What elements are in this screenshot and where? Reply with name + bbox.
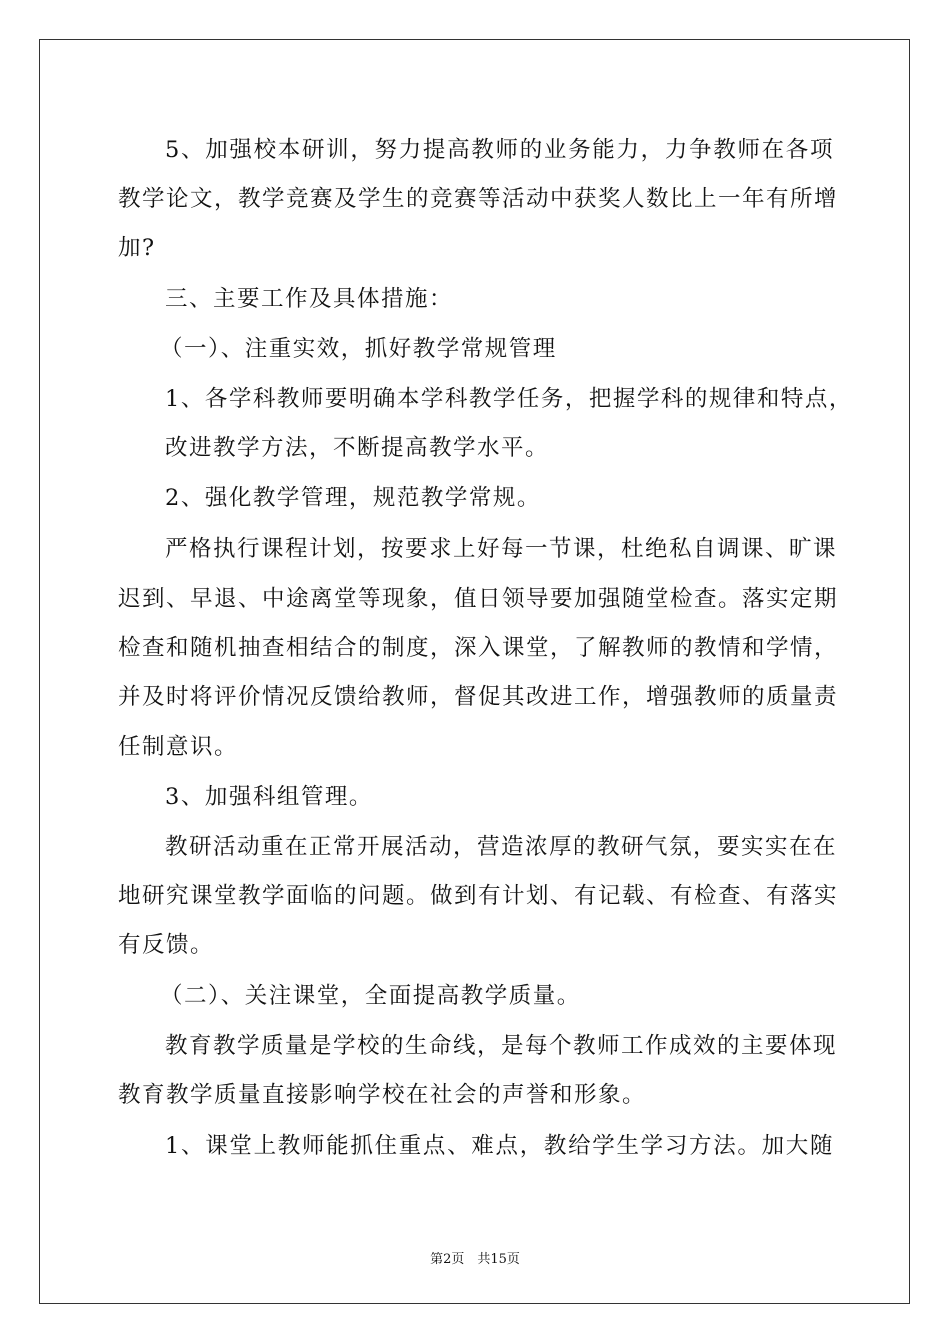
text-line: 检查和随机抽查相结合的制度，深入课堂，了解教师的教情和学情， <box>118 635 839 661</box>
text-line: 迟到、早退、中途离堂等现象，值日领导要加强随堂检查。落实定期 <box>118 586 839 612</box>
text-line: 改进教学方法，不断提高教学水平。 <box>165 435 550 461</box>
text-line: 加? <box>118 235 156 261</box>
text-line: 教研活动重在正常开展活动，营造浓厚的教研气氛，要实实在在 <box>165 834 838 860</box>
text-line: 并及时将评价情况反馈给教师，督促其改进工作，增强教师的质量责 <box>118 684 839 710</box>
text-line: 教育教学质量是学校的生命线，是每个教师工作成效的主要体现 <box>165 1033 838 1059</box>
subsection-heading: （一）、注重实效，抓好教学常规管理 <box>160 336 557 362</box>
page-footer: 第2页 共15页 <box>430 1252 520 1267</box>
text-line: 教学论文，教学竞赛及学生的竞赛等活动中获奖人数比上一年有所增 <box>118 186 839 212</box>
text-line: 1、课堂上教师能抓住重点、难点，教给学生学习方法。加大随 <box>165 1133 834 1159</box>
section-heading: 三、主要工作及具体措施： <box>165 286 454 312</box>
text-line: 有反馈。 <box>118 932 215 958</box>
text-line: 3、加强科组管理。 <box>165 784 373 810</box>
page-border <box>39 39 910 1304</box>
text-line: 严格执行课程计划，按要求上好每一节课，杜绝私自调课、旷课 <box>165 536 838 562</box>
subsection-heading: （二）、关注课堂，全面提高教学质量。 <box>160 983 581 1009</box>
text-line: 5、加强校本研训，努力提高教师的业务能力，力争教师在各项 <box>165 137 834 163</box>
text-line: 教育教学质量直接影响学校在社会的声誉和形象。 <box>118 1082 647 1108</box>
text-line: 任制意识。 <box>118 734 239 760</box>
text-line: 2、强化教学管理，规范教学常规。 <box>165 485 541 511</box>
text-line: 地研究课堂教学面临的问题。做到有计划、有记载、有检查、有落实 <box>118 883 839 909</box>
text-line: 1、各学科教师要明确本学科教学任务，把握学科的规律和特点， <box>165 386 853 412</box>
